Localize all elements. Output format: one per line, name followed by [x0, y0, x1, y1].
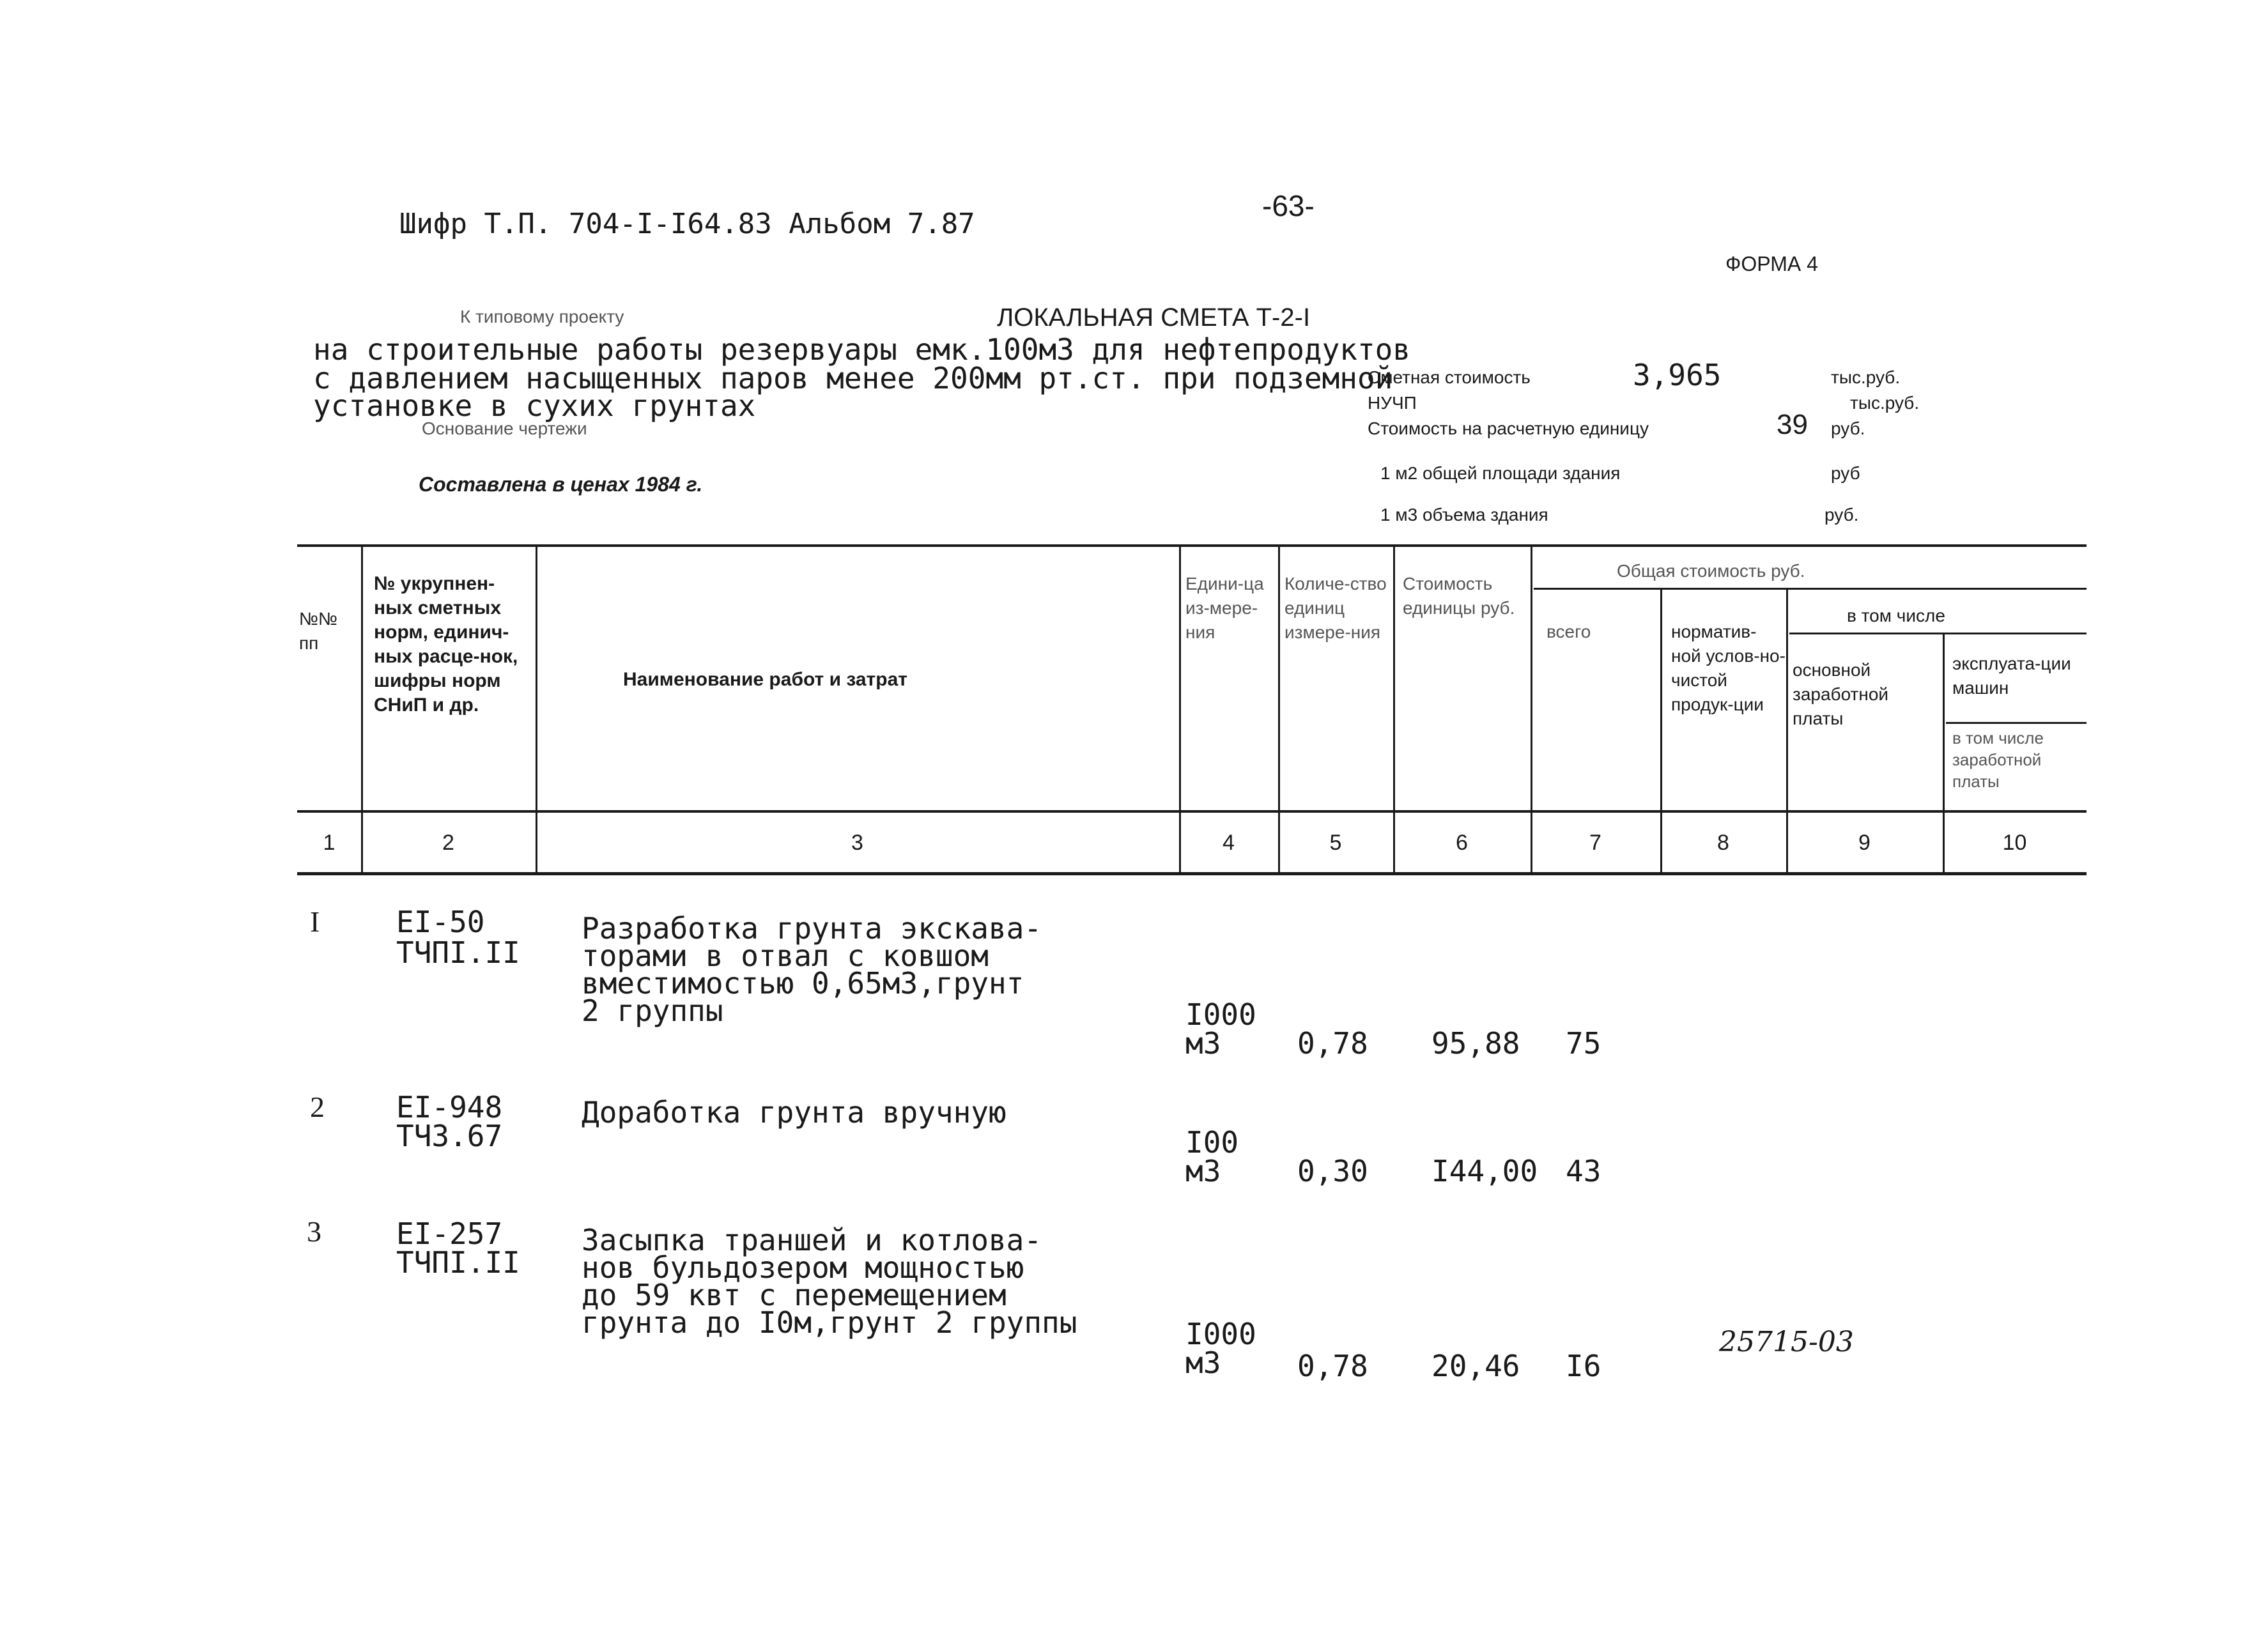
row-code: EI-257	[396, 1216, 503, 1251]
row-quantity: 0,30	[1297, 1154, 1368, 1188]
row-unit-price: 20,46	[1431, 1349, 1520, 1383]
row-name-line: 2 группы	[582, 994, 723, 1028]
col-number-9: 9	[1858, 831, 1871, 855]
col-number-6: 6	[1456, 831, 1468, 855]
col-sep-4	[1278, 544, 1280, 873]
row-total: I6	[1566, 1349, 1601, 1383]
col-number-5: 5	[1329, 831, 1342, 855]
estimate-title: ЛОКАЛЬНАЯ СМЕТА Т-2-I	[997, 303, 1311, 332]
row-name-line: до 59 квт с перемещением	[582, 1278, 1007, 1312]
row-unit: I000	[1185, 1317, 1256, 1351]
col-sep-3	[1179, 544, 1181, 873]
nuchp-label: НУЧП	[1368, 393, 1417, 413]
col-number-1: 1	[323, 831, 336, 855]
col-number-10: 10	[2002, 831, 2027, 855]
subgroup-rule	[1789, 633, 2087, 634]
project-ref: К типовому проекту	[460, 307, 624, 326]
header-col-3: Наименование работ и затрат	[623, 669, 907, 690]
row-name-line: нов бульдозером мощностью	[582, 1250, 1024, 1285]
header-bottom-rule	[297, 810, 2087, 813]
row-name-line: вместимостью 0,65м3,грунт	[582, 966, 1024, 1001]
col-sep-2	[536, 544, 537, 873]
estimated-cost-label: Сметная стоимость	[1368, 367, 1531, 387]
page-number: -63-	[1262, 189, 1315, 222]
row-quantity: 0,78	[1297, 1026, 1368, 1061]
form-label: ФОРМА 4	[1725, 252, 1818, 275]
row-code-tech: ТЧПI.II	[396, 1245, 520, 1280]
header-col-5: Количе-ство единиц измере-ния	[1284, 574, 1387, 642]
row-total: 75	[1566, 1026, 1601, 1061]
row-quantity: 0,78	[1297, 1349, 1368, 1383]
m3-unit: руб.	[1824, 505, 1859, 525]
row-number: 2	[310, 1091, 325, 1123]
header-group-total: Общая стоимость руб.	[1617, 561, 1805, 581]
m2-unit: руб	[1831, 463, 1860, 483]
row-name-line: Доработка грунта вручную	[582, 1095, 1007, 1130]
row-code: EI-50	[396, 905, 485, 939]
numbers-bottom-rule	[297, 872, 2087, 875]
m3-label: 1 м3 объема здания	[1380, 505, 1548, 525]
row-code: EI-948	[396, 1090, 503, 1124]
per-unit-label: Стоимость на расчетную единицу	[1368, 418, 1649, 438]
per-unit-value: 39	[1777, 409, 1808, 440]
nuchp-unit: тыс.руб.	[1850, 393, 1920, 413]
row-name-line: торами в отвал с ковшом	[582, 939, 989, 973]
m2-label: 1 м2 общей площади здания	[1380, 463, 1621, 483]
row-unit: I00	[1185, 1125, 1239, 1160]
row-name-line: Засыпка траншей и котлова-	[582, 1223, 1042, 1257]
estimated-cost-unit: тыс.руб.	[1831, 367, 1901, 387]
table-top-rule	[297, 544, 2087, 547]
row-unit-measure: м3	[1185, 1026, 1221, 1061]
row-name-line: Разработка грунта экскава-	[582, 911, 1042, 946]
row-unit: I000	[1185, 997, 1256, 1032]
row-unit-measure: м3	[1185, 1154, 1221, 1188]
col-number-2: 2	[442, 831, 454, 855]
col-number-4: 4	[1223, 831, 1235, 855]
sub-sub-rule	[1946, 722, 2087, 724]
header-col-4: Едини-ца из-мере-ния	[1185, 574, 1264, 642]
cipher: Шифр Т.П. 704-I-I64.83 Альбом 7.87	[399, 208, 975, 240]
work-line-3: установке в сухих грунтах	[313, 388, 756, 423]
prices-note: Составлена в ценах 1984 г.	[419, 473, 703, 496]
header-col-10: эксплуата-ции машин	[1952, 654, 2071, 698]
row-unit-price: 95,88	[1431, 1026, 1520, 1061]
header-col-8: норматив-ной услов-но-чистой продук-ции	[1671, 622, 1786, 714]
header-group-incl: в том числе	[1847, 606, 1945, 625]
header-col-1: №№ пп	[299, 609, 338, 653]
col-number-8: 8	[1717, 831, 1729, 855]
header-col-7: всего	[1547, 622, 1591, 641]
estimated-cost-value: 3,965	[1633, 358, 1722, 392]
row-number: I	[310, 905, 320, 938]
per-unit-unit: руб.	[1831, 418, 1865, 438]
row-unit-price: I44,00	[1431, 1154, 1538, 1188]
row-code-tech: ТЧПI.II	[396, 935, 520, 970]
row-code-tech: ТЧ3.67	[396, 1119, 503, 1153]
row-total: 43	[1566, 1154, 1601, 1188]
col-sep-6	[1531, 544, 1532, 873]
header-col-10b: в том числе заработной платы	[1952, 728, 2044, 791]
header-col-9: основной заработной платы	[1793, 660, 1889, 728]
col-sep-5	[1393, 544, 1395, 873]
basis-label: Основание чертежи	[422, 418, 587, 438]
row-unit-measure: м3	[1185, 1346, 1221, 1380]
work-line-1: на строительные работы резервуары емк.100м3 для нефтепродуктов	[313, 332, 1411, 367]
archive-stamp: 25715-03	[1719, 1326, 1854, 1358]
header-col-2: № укрупнен-ных сметных норм, единич-ных расце-нок, шифры норм СНиП и др.	[374, 573, 518, 716]
col-number-3: 3	[851, 831, 863, 855]
row-name-line: грунта до I0м,грунт 2 группы	[582, 1305, 1077, 1340]
group-rule	[1534, 588, 2087, 590]
row-number: 3	[307, 1215, 321, 1248]
header-col-6: Стоимость единицы руб.	[1403, 574, 1515, 618]
col-sep-1	[361, 544, 363, 873]
col-number-7: 7	[1589, 831, 1601, 855]
work-line-2: с давлением насыщенных паров менее 200мм рт.ст. при подземной	[313, 361, 1393, 395]
